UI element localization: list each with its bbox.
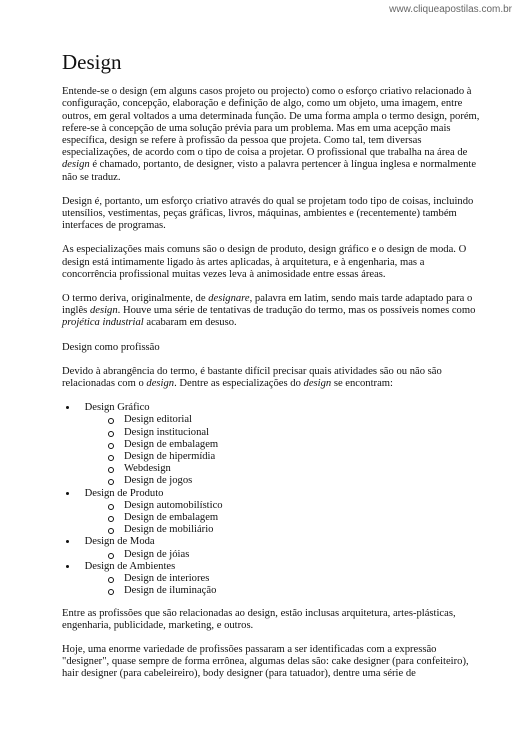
sub-list-item: Design de iluminação — [108, 585, 480, 597]
paragraph-3: As especializações mais comuns são o design de produto, design gráfico e o design de moda. O design está intimamente ligado às artes aplicadas, à arquitetura, e à engenharia, mas a concorrência profissional muitas vezes leva à animosidade entre essas áreas. — [62, 244, 467, 280]
p5-text-c: se encontram: — [331, 378, 393, 390]
p4-text-b: , palavra em latim, sendo mais tarde adaptado para o inglês — [62, 293, 473, 317]
list-item — [66, 561, 480, 598]
paragraph-4 — [62, 293, 480, 330]
sub-list — [66, 573, 480, 597]
p4-emphasis-1: designare — [208, 293, 250, 305]
list-item — [66, 402, 480, 487]
p5-text-a: Devido à abrangência do termo, é bastante difícil precisar quais atividades são ou não são relacionadas com o — [62, 365, 442, 390]
specializations-list — [62, 402, 480, 597]
p4-text-a: O termo deriva, originalmente, de — [62, 293, 209, 305]
sub-list-item: Design de hipermídia — [108, 451, 480, 463]
intro-text-a: Entende-se o design (em alguns casos projeto ou projecto) como o esforço criativo relacionado à configuração, concepção, elaboração e definição de algo, como um objeto, uma imagem, entre outros, em geral voltados a uma determinada função. De uma forma ampla o termo design, porém, refere-se à concepção de uma solução prévia para um problema. Mas em uma acepção mais específica, design se refere à profissão da pessoa que projeta. Como tal, tem diversas especializações, de acordo com o tipo de coisa a projetar. O profissional que trabalha na área de — [62, 86, 480, 159]
list-item-label: Design Gráfico — [84, 402, 150, 414]
sub-list-item: Design de jóias — [108, 549, 480, 561]
list-item-label: Design de Ambientes — [84, 560, 176, 572]
document-page — [62, 50, 480, 693]
p5-emphasis-2: design — [303, 378, 332, 390]
sub-list-item: Design editorial — [108, 414, 480, 426]
sub-list-item: Design de embalagem — [108, 439, 480, 451]
paragraph-6: Entre as profissões que são relacionadas ao design, estão inclusas arquitetura, artes-plásticas, engenharia, publicidade, marketing, e outros. — [62, 607, 456, 631]
p4-text-d: acabaram em desuso. — [143, 317, 237, 329]
sub-list-item: Design de jogos — [108, 475, 480, 487]
sub-list-item: Design automobilístico — [108, 500, 480, 512]
paragraph-7: Hoje, uma enorme variedade de profissões passaram a ser identificadas com a expressão "designer", quase sempre de forma errônea, algumas delas são: cake designer (para confeiteiro), hair designer (para cabeleireiro), body designer (para tatuador), dentre uma série de — [62, 643, 469, 680]
sub-list-item: Design de interiores — [108, 573, 480, 585]
list-item-label: Design de Produto — [84, 487, 164, 499]
p5-emphasis-1: design — [146, 378, 175, 390]
intro-text-b: é chamado, portanto, de designer, visto a palavra pertencer à língua inglesa e normalmente não se traduz. — [62, 159, 477, 183]
sub-list-item: Design de embalagem — [108, 512, 480, 524]
sub-list-item: Design institucional — [108, 427, 480, 439]
p4-emphasis-3: projética industrial — [62, 317, 144, 329]
paragraph-2: Design é, portanto, um esforço criativo através do qual se projetam todo tipo de coisas, incluindo utensílios, vestimentas, peças gráficas, livros, máquinas, ambientes e (recentemente) também interfaces de programas. — [62, 195, 474, 232]
sub-list — [66, 549, 480, 561]
intro-emphasis: design — [62, 159, 90, 171]
page-title: Design — [62, 50, 122, 74]
sub-list — [66, 500, 480, 537]
p4-emphasis-2: design — [89, 305, 118, 317]
sub-list-item: Design de mobiliário — [108, 524, 480, 536]
list-item-label: Design de Moda — [84, 536, 155, 548]
p5-text-b: . Dentre as especializações do — [174, 378, 304, 390]
section-subheading: Design como profissão — [62, 341, 160, 353]
sub-list — [66, 414, 480, 487]
intro-paragraph — [62, 86, 480, 184]
sub-list-item: Webdesign — [108, 463, 480, 475]
list-item — [66, 488, 480, 537]
list-item — [66, 536, 480, 560]
p4-text-c: . Houve uma série de tentativas de tradução do termo, mas os possíveis nomes como — [117, 305, 476, 317]
site-watermark: www.cliqueapostilas.com.br — [389, 4, 512, 15]
paragraph-5 — [62, 366, 480, 390]
